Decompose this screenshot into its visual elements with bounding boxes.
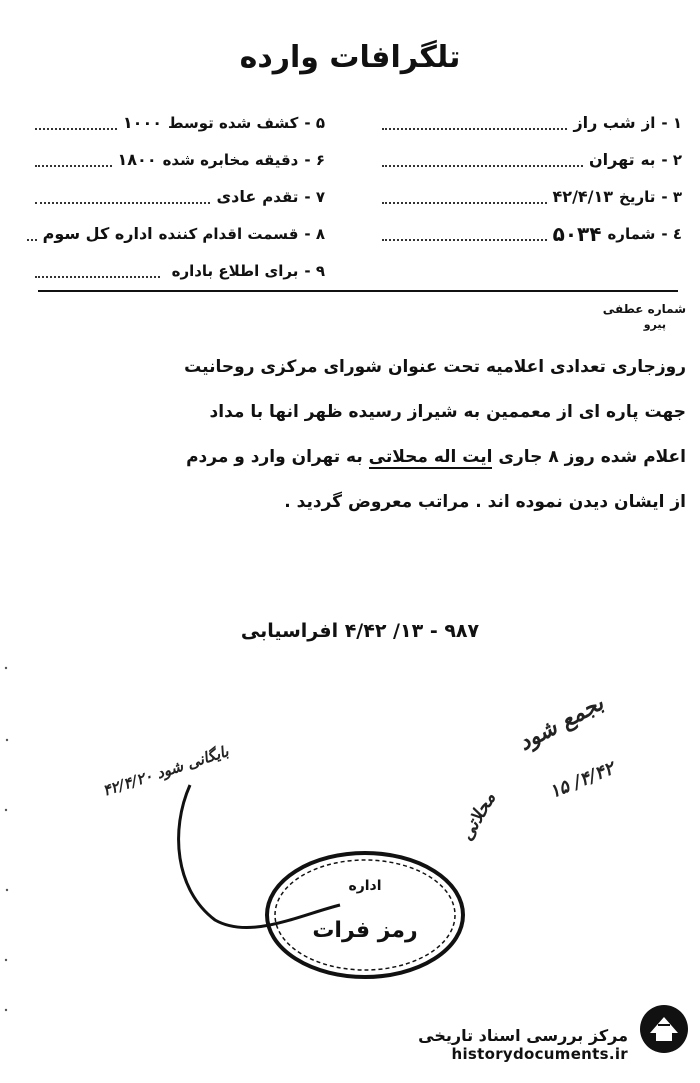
field-number: ۶ -: [304, 150, 325, 169]
field-number: ۷ -: [304, 187, 325, 206]
sender-signature-line: ۹۸۷ - ۱۳/ ۴/۴۲ افراسیابی: [240, 620, 480, 642]
field-value: ۱۰۰۰: [122, 113, 162, 132]
telegram-title: تلگرافات وارده: [239, 40, 461, 75]
field-label: کشف شده توسط: [167, 113, 299, 132]
watermark-footer: [418, 1026, 628, 1063]
stamp-line-1: اداره: [348, 878, 382, 894]
handwritten-filing-note: بایگانی شود ۴۲/۴/۲۰: [100, 742, 231, 800]
body-line-3-end: به تهران وارد و مردم: [186, 447, 363, 467]
field-label: دقیقه مخابره شده: [162, 150, 299, 169]
body-line-3-start: اعلام شده روز ۸ جاری: [498, 447, 686, 467]
field-label: به: [640, 150, 656, 169]
handwritten-name: محلاتی: [455, 788, 501, 845]
handwritten-note: بجمع شود: [514, 689, 608, 757]
handwritten-line: [179, 785, 340, 928]
field-label: تاریخ: [619, 187, 656, 206]
field-value: شب راز: [573, 113, 636, 132]
field-value: ۵۰۳۴: [552, 221, 602, 246]
reference-sub: پیرو: [643, 318, 666, 331]
field-value: ۱۸۰۰: [117, 150, 157, 169]
field-number: ۵ -: [304, 113, 325, 132]
field-number: ٤ -: [661, 224, 682, 243]
field-label: برای اطلاع باداره: [171, 261, 299, 280]
underlined-name: ایت اله محلاتی: [368, 447, 493, 467]
body-line: از ایشان دیدن نموده اند . مراتب معروض گردید .: [284, 492, 686, 512]
field-value: اداره کل سوم: [42, 224, 153, 243]
field-number: ۲ -: [661, 150, 682, 169]
field-value: ۴۲/۴/۱۳: [552, 187, 614, 206]
body-line: جهت پاره ای از معممین به شیراز رسیده ظهر انها با مداد: [209, 402, 686, 422]
field-value: تهران: [588, 150, 635, 169]
stamp-line-2: رمز فرات: [312, 918, 418, 943]
field-number: ۳ -: [661, 187, 682, 206]
reference-value: عطفی: [602, 302, 644, 316]
field-number: ۸ -: [304, 224, 325, 243]
body-line: روزجاری تعدادی اعلامیه تحت عنوان شورای مرکزی روحانیت: [184, 357, 686, 377]
field-label: تقدم: [262, 187, 299, 206]
watermark-org: مرکز بررسی اسناد تاریخی: [418, 1026, 628, 1045]
stamp-oval: [267, 853, 463, 977]
field-value: عادی: [216, 187, 257, 206]
field-label: قسمت اقدام کننده: [158, 224, 299, 243]
reference-label-text: شماره: [647, 302, 686, 316]
margin-marks: [5, 667, 8, 1011]
watermark-site: historydocuments.ir: [451, 1045, 628, 1063]
field-number: ۹ -: [304, 261, 325, 280]
field-number: ۱ -: [661, 113, 682, 132]
handwritten-date: ۱۵ /۴/۴۲: [546, 758, 618, 803]
field-label: شماره: [607, 224, 656, 243]
field-label: از: [641, 113, 656, 132]
archive-logo-icon: [638, 1003, 690, 1055]
